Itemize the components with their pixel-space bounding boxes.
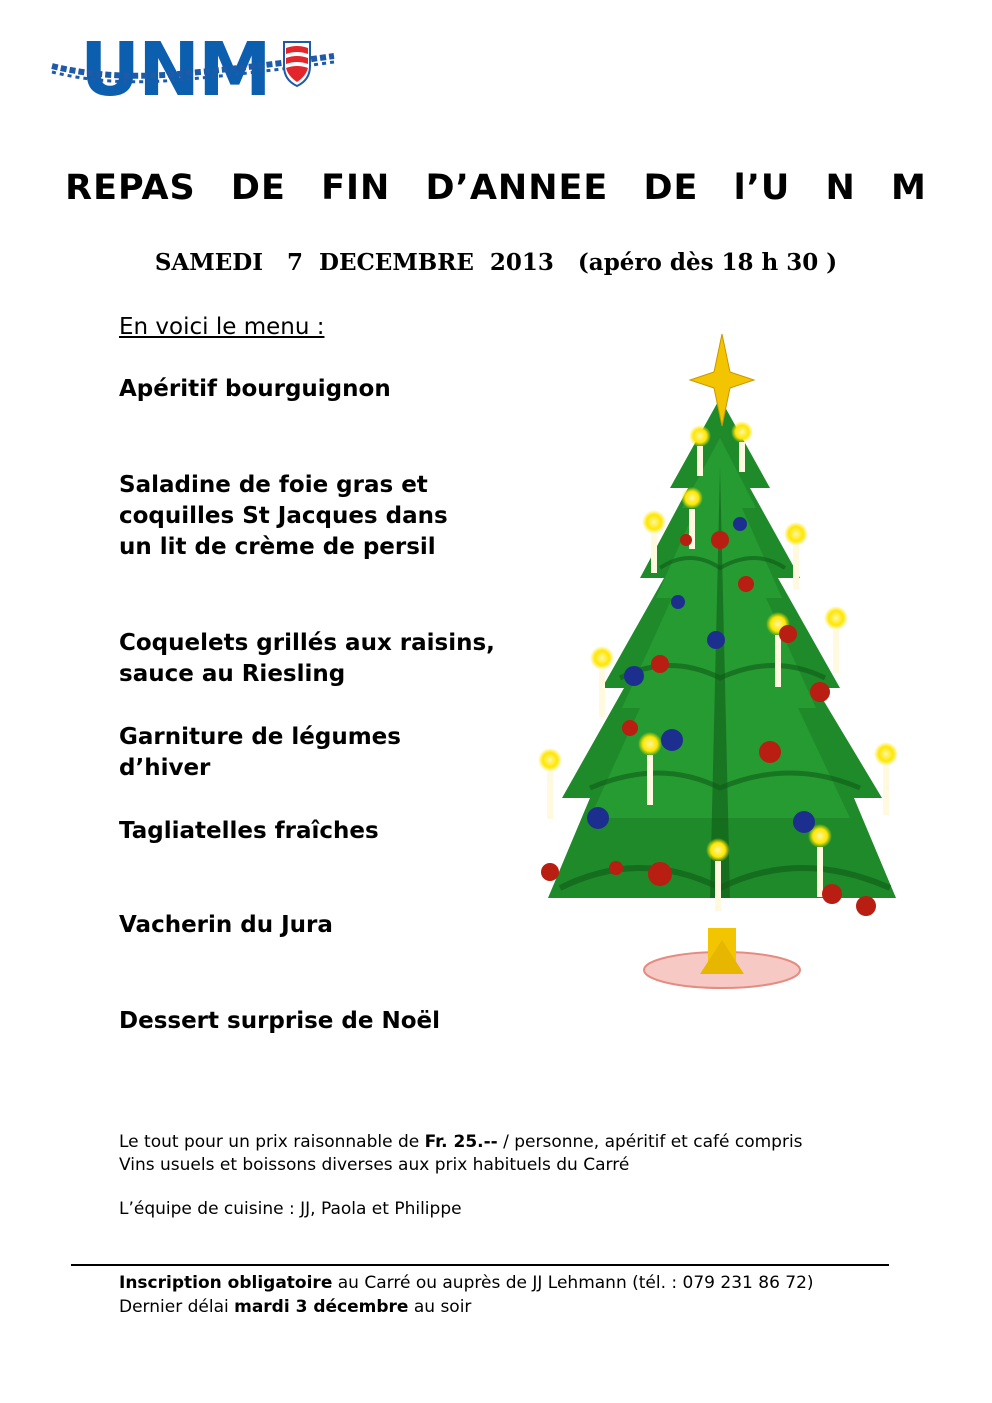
deadline-suffix: au soir	[408, 1297, 472, 1317]
menu-intro: En voici le menu :	[119, 314, 325, 340]
menu-line: coquilles St Jacques dans	[119, 503, 448, 529]
menu-item-aperitif: Apéritif bourguignon	[119, 376, 391, 402]
unm-logo	[48, 27, 340, 113]
menu-line: Garniture de légumes	[119, 724, 401, 750]
menu-line: d’hiver	[119, 755, 211, 781]
deadline-line	[119, 1296, 471, 1319]
menu-item-starter	[119, 470, 448, 563]
event-date: SAMEDI 7 DECEMBRE 2013 (apéro dès 18 h 30 )	[154, 249, 838, 276]
menu-line: Coquelets grillés aux raisins,	[119, 630, 495, 656]
pricing-line	[119, 1131, 803, 1154]
pricing-suffix: / personne, apéritif et café compris	[497, 1132, 803, 1152]
menu-item-pasta: Tagliatelles fraîches	[119, 818, 379, 844]
registration-bold: Inscription obligatoire	[119, 1273, 333, 1293]
registration-rest: au Carré ou auprès de JJ Lehmann (tél. : 079 231 86 72)	[332, 1273, 814, 1293]
menu-item-cheese: Vacherin du Jura	[119, 912, 333, 938]
page-title: REPAS DE FIN D’ANNEE DE l’U N M	[65, 168, 927, 208]
pricing-prefix: Le tout pour un prix raisonnable de	[119, 1132, 425, 1152]
menu-item-side	[119, 722, 401, 784]
registration-line	[119, 1272, 814, 1295]
christmas-tree-icon	[520, 328, 920, 1008]
deadline-date: mardi 3 décembre	[234, 1297, 409, 1317]
kitchen-team: L’équipe de cuisine : JJ, Paola et Philippe	[119, 1199, 462, 1219]
rope-shield-icon	[48, 36, 340, 108]
deadline-prefix: Dernier délai	[119, 1297, 235, 1317]
logo-text: UNM	[80, 27, 270, 113]
drinks-line: Vins usuels et boissons diverses aux prix habituels du Carré	[119, 1155, 630, 1175]
price: Fr. 25.--	[424, 1132, 498, 1152]
menu-line: un lit de crème de persil	[119, 534, 436, 560]
menu-item-main	[119, 628, 495, 690]
menu-line: sauce au Riesling	[119, 661, 346, 687]
divider	[71, 1264, 889, 1266]
menu-line: Saladine de foie gras et	[119, 472, 428, 498]
menu-item-dessert: Dessert surprise de Noël	[119, 1008, 441, 1034]
